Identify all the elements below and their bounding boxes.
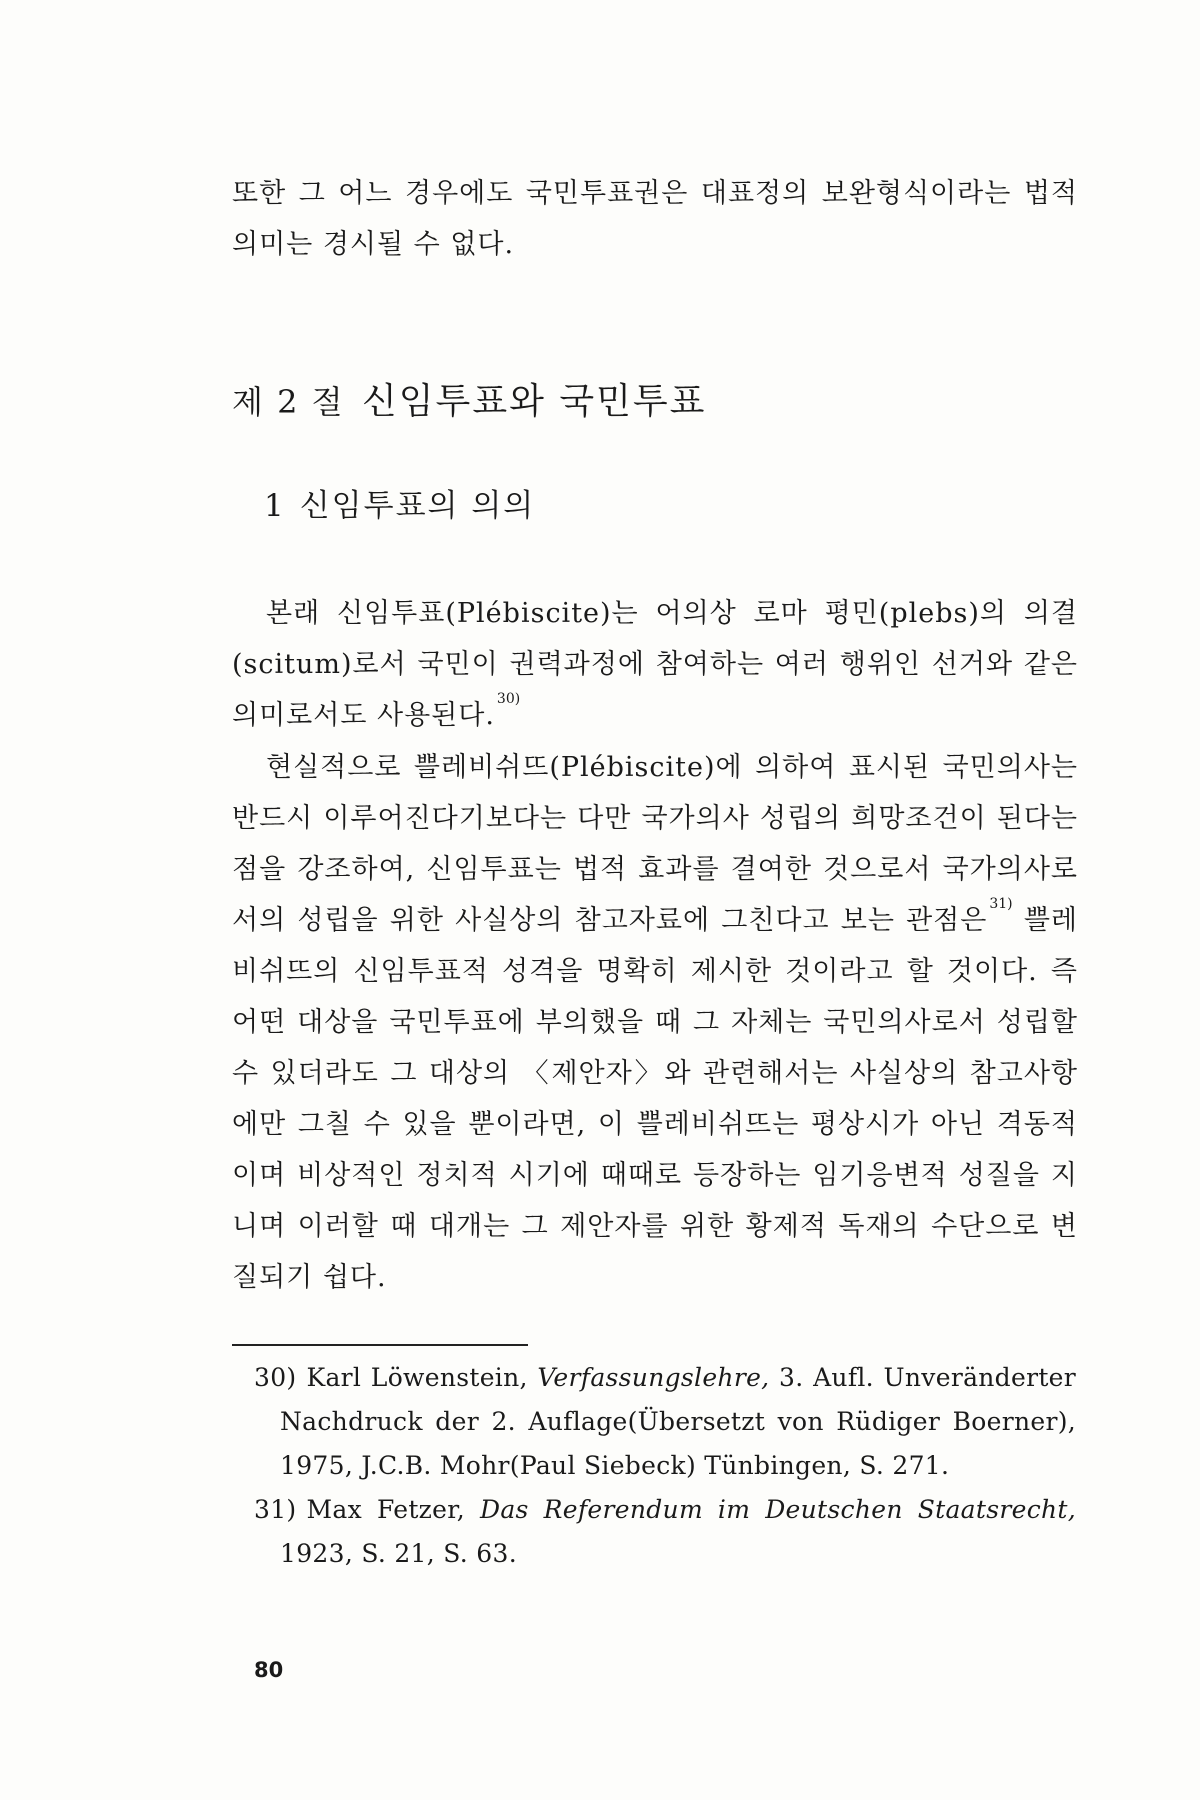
paragraph-plebiscite-definition xyxy=(232,588,1078,741)
footnote-31 xyxy=(254,1488,1076,1576)
footnote-reference-30[interactable]: 30) xyxy=(496,691,521,707)
paragraph-text: 본래 신임투표(Plébiscite)는 어의상 로마 평민(plebs)의 의결(scitum)로서 국민이 권력과정에 참여하는 여러 행위인 선거와 같은 의미로서도 사용된다. xyxy=(232,598,1078,731)
footnote-author: Max Fetzer, xyxy=(306,1495,465,1524)
footnote-30 xyxy=(254,1356,1076,1488)
subsection-number: 1 xyxy=(264,488,286,524)
footnote-divider xyxy=(232,1344,528,1346)
paragraph-plebiscite-nature xyxy=(232,742,1078,1303)
footnote-details: 1923, S. 21, S. 63. xyxy=(280,1539,517,1568)
paragraph-text-part-b: 쁠레비쉬뜨의 신임투표적 성격을 명확히 제시한 것이라고 할 것이다. 즉 어떤 대상을 국민투표에 부의했을 때 그 자체는 국민의사로서 성립할 수 있더라도 그 대상의 〈제안자〉와 관련해서는 사실상의 참고사항에만 그칠 수 있을 뿐이라면, 이 쁠레비쉬뜨는 평상시가 아닌 격동적이며 비상적인 정치적 시기에 때때로 등장하는 임기응변적 성질을 지니며 이러할 때 대개는 그 제안자를 위한 황제적 독재의 수단으로 변질되기 쉽다. xyxy=(232,905,1078,1293)
footnote-details: 3. Aufl. Unveränderter Nachdruck der 2. Auflage(Übersetzt von Rüdiger Boerner), 1975, J.C.B. Mohr(Paul Siebeck) Tünbingen, S. 271. xyxy=(280,1363,1077,1480)
intro-paragraph: 또한 그 어느 경우에도 국민투표권은 대표정의 보완형식이라는 법적 의미는 경시될 수 없다. xyxy=(232,178,1078,260)
section-title: 신임투표와 국민투표 xyxy=(362,381,707,422)
footnote-number: 30) xyxy=(254,1363,297,1392)
paragraph-text-part-a: 현실적으로 쁠레비쉬뜨(Plébiscite)에 의하여 표시된 국민의사는 반드시 이루어진다기보다는 다만 국가의사 성립의 희망조건이 된다는 점을 강조하여, 신임투표는 법적 효과를 결여한 것으로서 국가의사로서의 성립을 위한 사실상의 참고자료에 그친다고 보는 관점은 xyxy=(232,752,1078,936)
section-heading xyxy=(232,378,706,426)
footnote-reference-31[interactable]: 31) xyxy=(989,896,1013,912)
subsection-heading xyxy=(264,484,535,528)
subsection-title: 신임투표의 의의 xyxy=(299,488,536,524)
footnote-title: Verfassungslehre, xyxy=(537,1363,770,1392)
footnote-title: Das Referendum im Deutschen Staatsrecht, xyxy=(479,1495,1076,1524)
footnote-number: 31) xyxy=(254,1495,297,1524)
section-number: 제 2 절 xyxy=(232,383,345,421)
page-number: 80 xyxy=(254,1658,284,1682)
footnote-author: Karl Löwenstein, xyxy=(306,1363,528,1392)
